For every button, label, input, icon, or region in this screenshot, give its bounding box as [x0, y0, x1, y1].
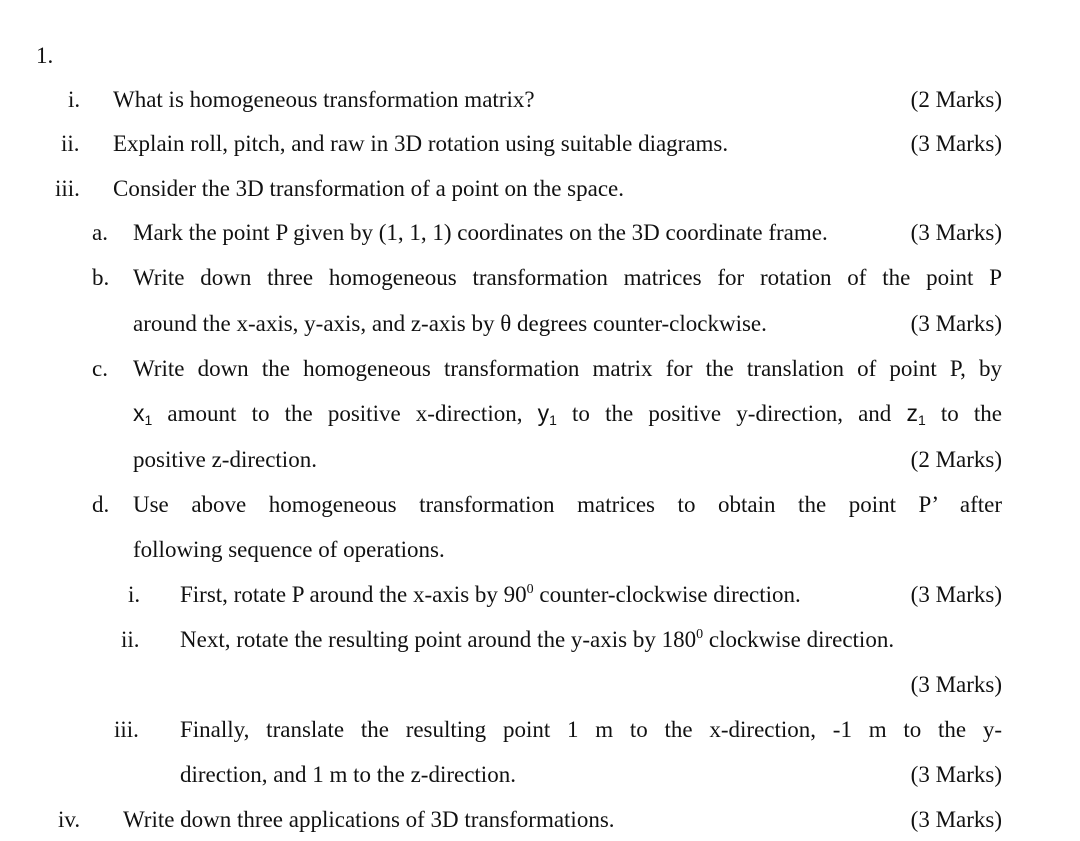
- part-b-line-2: around the x-axis, y-axis, and z-axis by θ degrees counter-clockwise.: [133, 311, 767, 336]
- part-c-line-1: Write down the homogeneous transformation matrix for the translation of point P, by: [133, 356, 1002, 381]
- item-ii-label: ii.: [61, 131, 80, 156]
- part-b-marks: (3 Marks): [910, 311, 1002, 336]
- step-i-marks: (3 Marks): [910, 582, 1002, 607]
- part-c-marks: (2 Marks): [910, 447, 1002, 472]
- part-c-line-2: $x_1$ amount to the positive x-direction, $y_1$ to the positive y-direction, and $z_1$ to the: [133, 400, 1003, 428]
- step-ii-marks: (3 Marks): [910, 672, 1002, 697]
- part-a-marks: (3 Marks): [910, 220, 1002, 245]
- part-d-line-1: Use above homogeneous transformation matrices to obtain the point P’ after: [133, 492, 1002, 517]
- item-ii-text: Explain roll, pitch, and raw in 3D rotation using suitable diagrams.: [113, 131, 729, 156]
- part-b-label: b.: [92, 265, 110, 290]
- item-i-label: i.: [68, 87, 81, 112]
- step-iii-marks: (3 Marks): [910, 762, 1002, 787]
- part-c-label: c.: [92, 356, 108, 381]
- item-iv-text: Write down three applications of 3D transformations.: [123, 807, 615, 832]
- step-iii-line-2: direction, and 1 m to the z-direction.: [180, 762, 516, 787]
- x1-symbol: $x_1$: [133, 400, 153, 428]
- y1-symbol: $y_1$: [537, 400, 557, 428]
- step-i-label: i.: [128, 582, 141, 607]
- item-iii-label: iii.: [55, 176, 80, 201]
- part-c-line-3: positive z-direction.: [133, 447, 317, 472]
- item-i-marks: (2 Marks): [910, 87, 1002, 112]
- item-iv-label: iv.: [58, 807, 81, 832]
- step-iii-label: iii.: [114, 717, 139, 742]
- item-i-text: What is homogeneous transformation matrix?: [113, 87, 535, 112]
- item-ii-marks: (3 Marks): [910, 131, 1002, 156]
- question-number: 1.: [36, 43, 54, 68]
- item-iii-text: Consider the 3D transformation of a point on the space.: [113, 176, 624, 201]
- step-i-text: First, rotate P around the x-axis by $90^0$ counter-clockwise direction.: [180, 582, 801, 607]
- step-ii-label: ii.: [121, 627, 140, 652]
- part-a-text: Mark the point P given by (1, 1, 1) coordinates on the 3D coordinate frame.: [133, 220, 828, 245]
- step-ii-text: Next, rotate the resulting point around the y-axis by $180^0$ clockwise direction.: [180, 627, 895, 652]
- part-d-line-2: following sequence of operations.: [133, 537, 445, 562]
- step-iii-line-1: Finally, translate the resulting point 1 m to the x-direction, -1 m to the y-: [180, 717, 1002, 742]
- z1-symbol: $z_1$: [906, 400, 926, 428]
- item-iv-marks: (3 Marks): [910, 807, 1002, 832]
- part-a-label: a.: [92, 220, 108, 245]
- part-b-line-1: Write down three homogeneous transformation matrices for rotation of the point P: [133, 265, 1002, 290]
- part-d-label: d.: [92, 492, 110, 517]
